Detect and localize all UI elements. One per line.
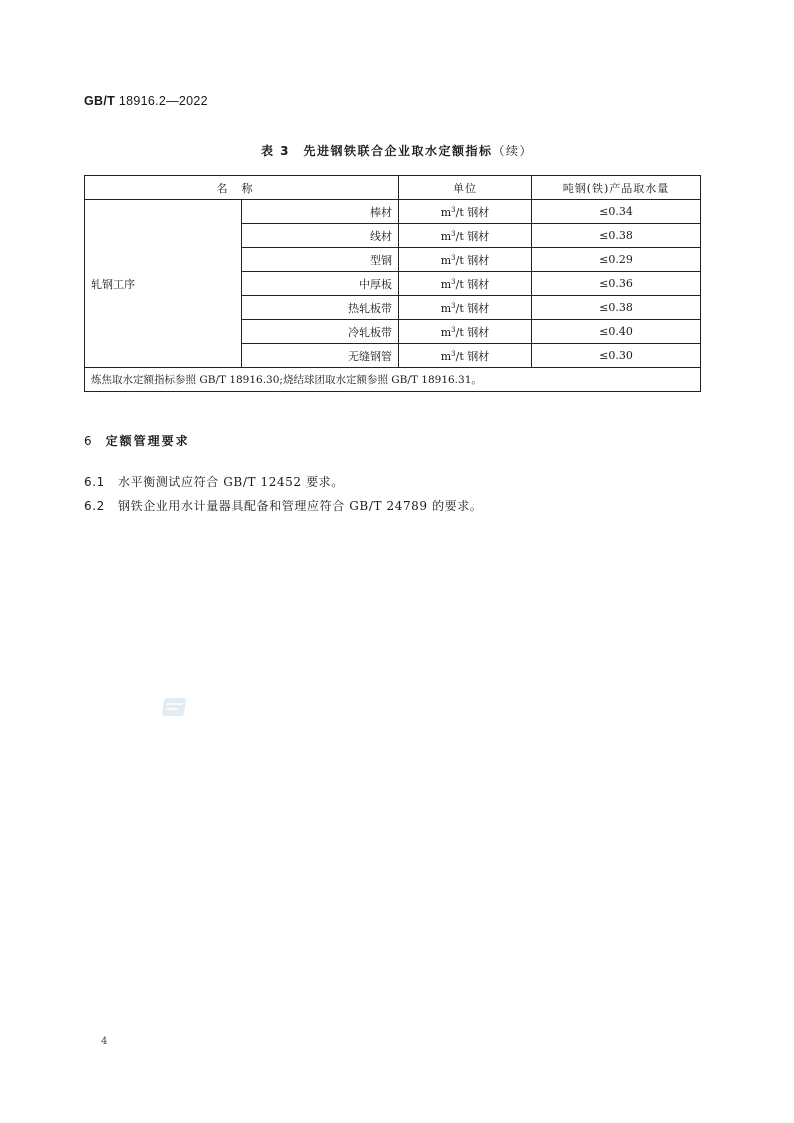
unit-cell: $m^3/t$ 钢材 bbox=[399, 248, 532, 272]
product-cell: 线材 bbox=[242, 224, 399, 248]
clause-number: 6.1 bbox=[84, 475, 105, 489]
unit-cell: $m^3/t$ 钢材 bbox=[399, 344, 532, 368]
section-heading bbox=[84, 432, 190, 449]
product-cell: 冷轧板带 bbox=[242, 320, 399, 344]
standard-header bbox=[84, 94, 208, 108]
clause-number: 6.2 bbox=[84, 499, 105, 513]
table-caption-suffix: （续） bbox=[492, 144, 534, 158]
table-header-row bbox=[85, 176, 701, 200]
column-header-name: 名称 bbox=[85, 176, 399, 200]
page-number: 4 bbox=[101, 1036, 108, 1047]
quota-cell: ≤0.38 bbox=[532, 296, 701, 320]
product-cell: 棒材 bbox=[242, 200, 399, 224]
table-row bbox=[85, 200, 701, 224]
unit-cell: $m^3/t$ 钢材 bbox=[399, 320, 532, 344]
sac-logo-icon bbox=[162, 698, 187, 716]
section-title: 定额管理要求 bbox=[105, 434, 190, 448]
quota-cell: ≤0.36 bbox=[532, 272, 701, 296]
table-caption bbox=[0, 142, 794, 159]
column-header-unit: 单位 bbox=[399, 176, 532, 200]
quota-cell: ≤0.30 bbox=[532, 344, 701, 368]
standard-number: 18916.2—2022 bbox=[118, 94, 208, 108]
product-cell: 热轧板带 bbox=[242, 296, 399, 320]
table-caption-main: 表 3 先进钢铁联合企业取水定额指标 bbox=[260, 144, 493, 158]
quota-cell: ≤0.29 bbox=[532, 248, 701, 272]
column-header-quota: 吨钢(铁)产品取水量 bbox=[532, 176, 701, 200]
group-label: 轧钢工序 bbox=[85, 200, 242, 368]
water-quota-table bbox=[84, 175, 701, 392]
product-cell: 型钢 bbox=[242, 248, 399, 272]
quota-cell: ≤0.34 bbox=[532, 200, 701, 224]
standard-code: GB/T bbox=[84, 94, 116, 108]
unit-cell: $m^3/t$ 钢材 bbox=[399, 200, 532, 224]
quota-cell: ≤0.40 bbox=[532, 320, 701, 344]
clause-6-1 bbox=[84, 473, 344, 490]
table-note: 炼焦取水定额指标参照 GB/T 18916.30;烧结球团取水定额参照 GB/T 18916.31。 bbox=[85, 368, 701, 392]
clause-text: 水平衡测试应符合 GB/T 12452 要求。 bbox=[118, 475, 344, 489]
unit-cell: $m^3/t$ 钢材 bbox=[399, 224, 532, 248]
unit-cell: $m^3/t$ 钢材 bbox=[399, 296, 532, 320]
unit-cell: $m^3/t$ 钢材 bbox=[399, 272, 532, 296]
clause-text: 钢铁企业用水计量器具配备和管理应符合 GB/T 24789 的要求。 bbox=[118, 499, 483, 513]
clause-6-2 bbox=[84, 497, 482, 514]
quota-cell: ≤0.38 bbox=[532, 224, 701, 248]
section-number: 6 bbox=[84, 434, 92, 448]
product-cell: 中厚板 bbox=[242, 272, 399, 296]
product-cell: 无缝钢管 bbox=[242, 344, 399, 368]
table-note-row bbox=[85, 368, 701, 392]
